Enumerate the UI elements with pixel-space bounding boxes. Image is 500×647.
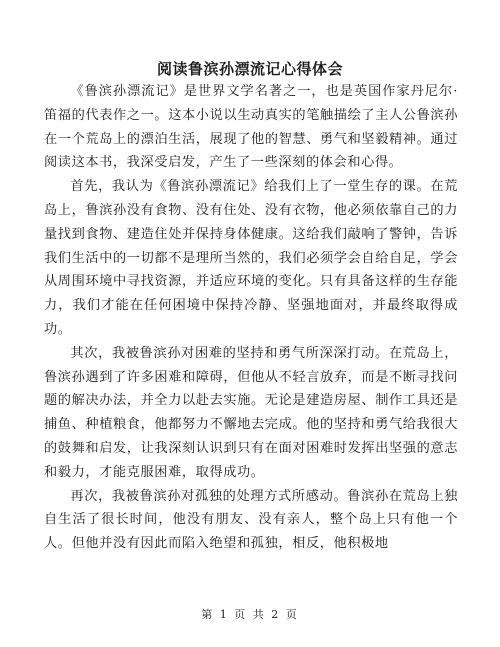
page-number-footer: 第 1 页 共 2 页	[201, 608, 299, 621]
document-body	[44, 80, 458, 556]
paragraph-third-point: 再次，我被鲁滨孙对孤独的处理方式所感动。鲁滨孙在荒岛上独自生活了很长时间，他没有朋友、没有亲人，整个岛上只有他一个人。但他并没有因此而陷入绝望和孤独，相反，他积极地	[44, 488, 458, 552]
paragraph-second-point: 其次，我被鲁滨孙对困难的坚持和勇气所深深打动。在荒岛上，鲁滨孙遇到了许多困难和障碍，但他从不轻言放弃，而是不断寻找问题的解决办法，并全力以赴去实施。无论是建造房屋、制作工具还是捕鱼、种植粮食，他都努力不懈地去完成。他的坚持和勇气给我很大的鼓舞和启发，让我深刻认识到只有在面对困难时发挥出坚强的意志和毅力，才能克服困难，取得成功。	[44, 345, 458, 480]
paragraph-first-point: 首先，我认为《鲁滨孙漂流记》给我们上了一堂生存的课。在荒岛上，鲁滨孙没有食物、没有住处、没有衣物，他必须依靠自己的力量找到食物、建造住处并保持身体健康。这给我们敲响了警钟，告诉我们生活中的一切都不是理所当然的，我们必须学会自给自足，学会从周围环境中寻找资源，并适应环境的变化。只有具备这样的生存能力，我们才能在任何困境中保持冷静、坚强地面对，并最终取得成功。	[44, 179, 458, 337]
document-title: 阅读鲁滨孙漂流记心得体会	[156, 60, 343, 78]
paragraph-intro: 《鲁滨孙漂流记》是世界文学名著之一，也是英国作家丹尼尔·笛福的代表作之一。这本小说以生动真实的笔触描绘了主人公鲁滨孙在一个荒岛上的漂泊生活，展现了他的智慧、勇气和坚毅精神。通过阅读这本书，我深受启发，产生了一些深刻的体会和心得。	[44, 84, 458, 171]
